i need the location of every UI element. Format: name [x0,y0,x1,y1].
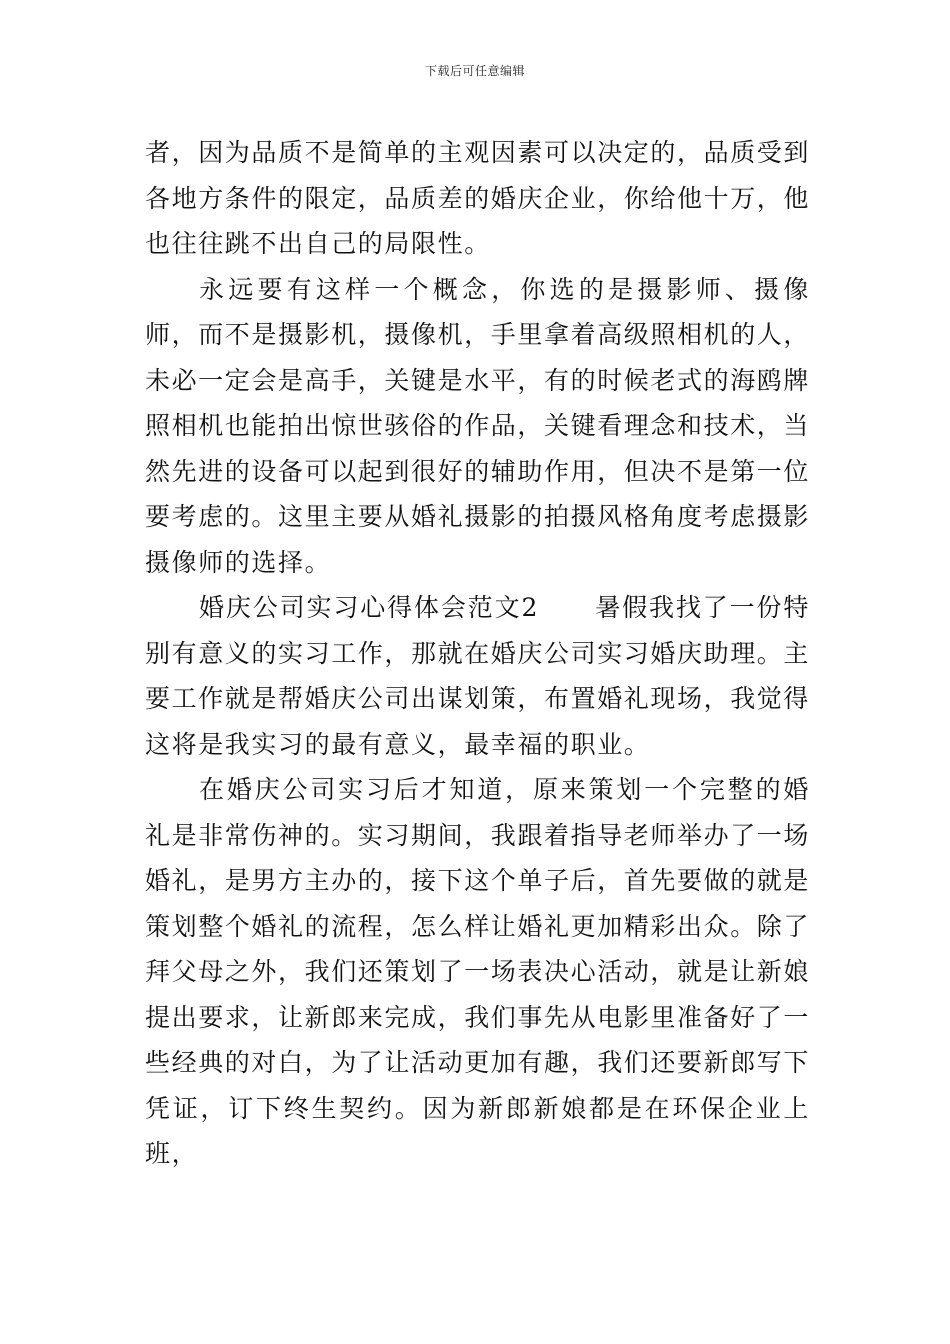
paragraph-4: 在婚庆公司实习后才知道，原来策划一个完整的婚礼是非常伤神的。实习期间，我跟着指导老师举办了一场婚礼，是男方主办的，接下这个单子后，首先要做的就是策划整个婚礼的流程，怎么样让婚礼更加精彩出众。除了拜父母之外，我们还策划了一场表决心活动，就是让新娘提出要求，让新郎来完成，我们事先从电影里准备好了一些经典的对白，为了让活动更加有趣，我们还要新郎写下凭证，订下终生契约。因为新郎新娘都是在环保企业上班， [145,775,811,1168]
section-title: 婚庆公司实习心得体会范文2 [199,593,539,622]
page-header: 下载后可任意编辑 [424,64,525,78]
paragraph-3-body: 暑假我找了一份特别有意义的实习工作，那就在婚庆公司实习婚庆助理。主要工作就是帮婚庆公司出谋划策，布置婚礼现场，我觉得这将是我实习的最有意义，最幸福的职业。 [145,593,811,759]
paragraph-3 [145,585,810,767]
paragraph-1: 者，因为品质不是简单的主观因素可以决定的，品质受到各地方条件的限定，品质差的婚庆企业，你给他十万，他也往往跳不出自己的局限性。 [145,138,811,258]
paragraph-2: 永远要有这样一个概念，你选的是摄影师、摄像师，而不是摄影机，摄像机，手里拿着高级照相机的人，未必一定会是高手，关键是水平，有的时候老式的海鸥牌照相机也能拍出惊世骇俗的作品，关键看理念和技术，当然先进的设备可以起到很好的辅助作用，但决不是第一位要考虑的。这里主要从婚礼摄影的拍摄风格角度考虑摄影摄像师的选择。 [145,274,811,577]
document-body [145,130,810,1177]
